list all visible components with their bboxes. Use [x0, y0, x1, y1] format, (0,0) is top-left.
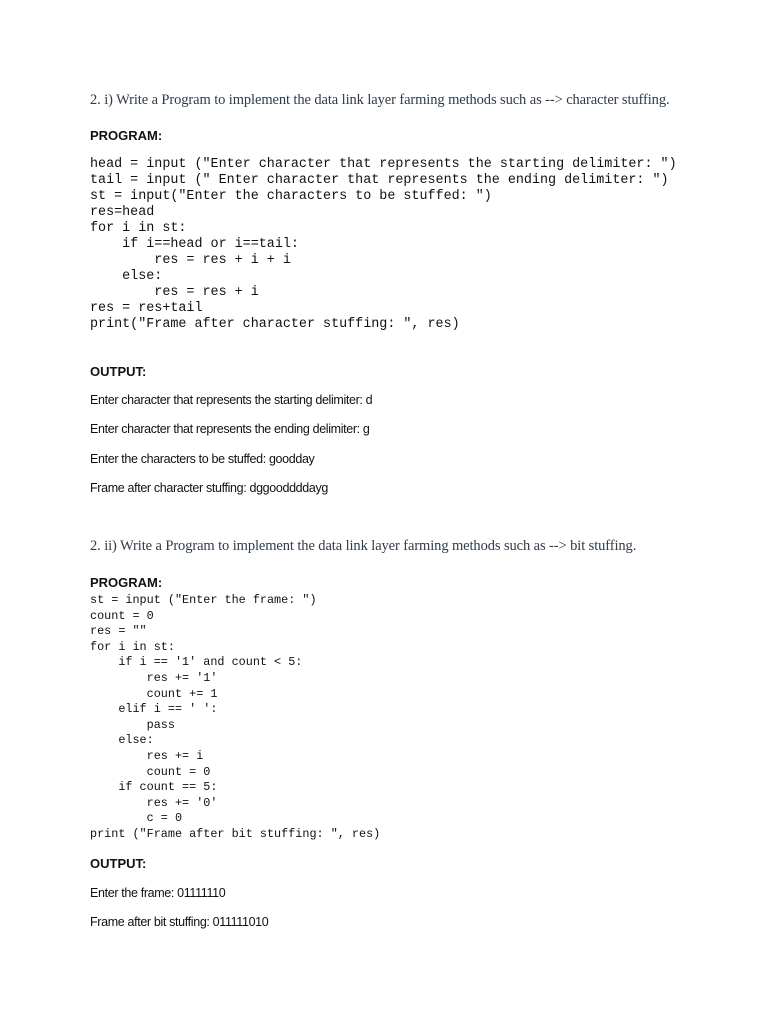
output-line: Enter character that represents the ending delimiter: g — [90, 422, 370, 436]
code-line: else: — [90, 269, 163, 284]
code-line: count = 0 — [90, 764, 211, 779]
code-line: res += '0' — [90, 795, 218, 810]
code-line: st = input ("Enter the frame: ") — [90, 593, 317, 607]
code-line: res += '1' — [90, 670, 218, 685]
output-line: Frame after bit stuffing: 011111010 — [90, 915, 269, 929]
code-block-bit-stuffing — [90, 593, 380, 843]
code-line: if i==head or i==tail: — [90, 237, 299, 252]
code-line: count += 1 — [90, 686, 218, 701]
code-block-character-stuffing — [90, 157, 677, 333]
program-heading-2: PROGRAM: — [90, 575, 163, 590]
code-line: head = input ("Enter character that represents the starting delimiter: ") — [90, 157, 677, 172]
code-line: for i in st: — [90, 639, 175, 654]
output-heading-1: OUTPUT: — [90, 364, 147, 379]
code-line: pass — [90, 717, 175, 732]
code-line: st = input("Enter the characters to be stuffed: ") — [90, 189, 492, 204]
code-line: print("Frame after character stuffing: ", res) — [90, 317, 460, 332]
code-line: for i in st: — [90, 221, 187, 236]
output-line: Enter the frame: 01111110 — [90, 886, 226, 900]
output-heading-2: OUTPUT: — [90, 856, 147, 871]
code-line: else: — [90, 733, 154, 748]
output-line: Enter character that represents the starting delimiter: d — [90, 393, 373, 407]
question-character-stuffing: 2. i) Write a Program to implement the data link layer farming methods such as --> character stuffing. — [90, 92, 670, 108]
question-bit-stuffing: 2. ii) Write a Program to implement the data link layer farming methods such as --> bit stuffing. — [90, 538, 637, 554]
code-line: res = "" — [90, 624, 147, 639]
code-line: count = 0 — [90, 608, 154, 623]
code-line: c = 0 — [90, 811, 183, 826]
code-line: res = res+tail — [90, 301, 203, 316]
code-line: if count == 5: — [90, 780, 218, 795]
program-heading-1: PROGRAM: — [90, 128, 163, 143]
code-line: res = res + i — [90, 285, 259, 300]
code-line: elif i == ' ': — [90, 702, 218, 717]
code-line: res = res + i + i — [90, 253, 291, 268]
code-line: if i == '1' and count < 5: — [90, 655, 303, 670]
code-line: tail = input (" Enter character that represents the ending delimiter: ") — [90, 173, 669, 188]
code-line: print ("Frame after bit stuffing: ", res) — [90, 826, 381, 841]
output-line: Frame after character stuffing: dggooddddayg — [90, 481, 328, 495]
output-line: Enter the characters to be stuffed: goodday — [90, 452, 315, 466]
code-line: res=head — [90, 205, 155, 220]
code-line: res += i — [90, 748, 204, 763]
